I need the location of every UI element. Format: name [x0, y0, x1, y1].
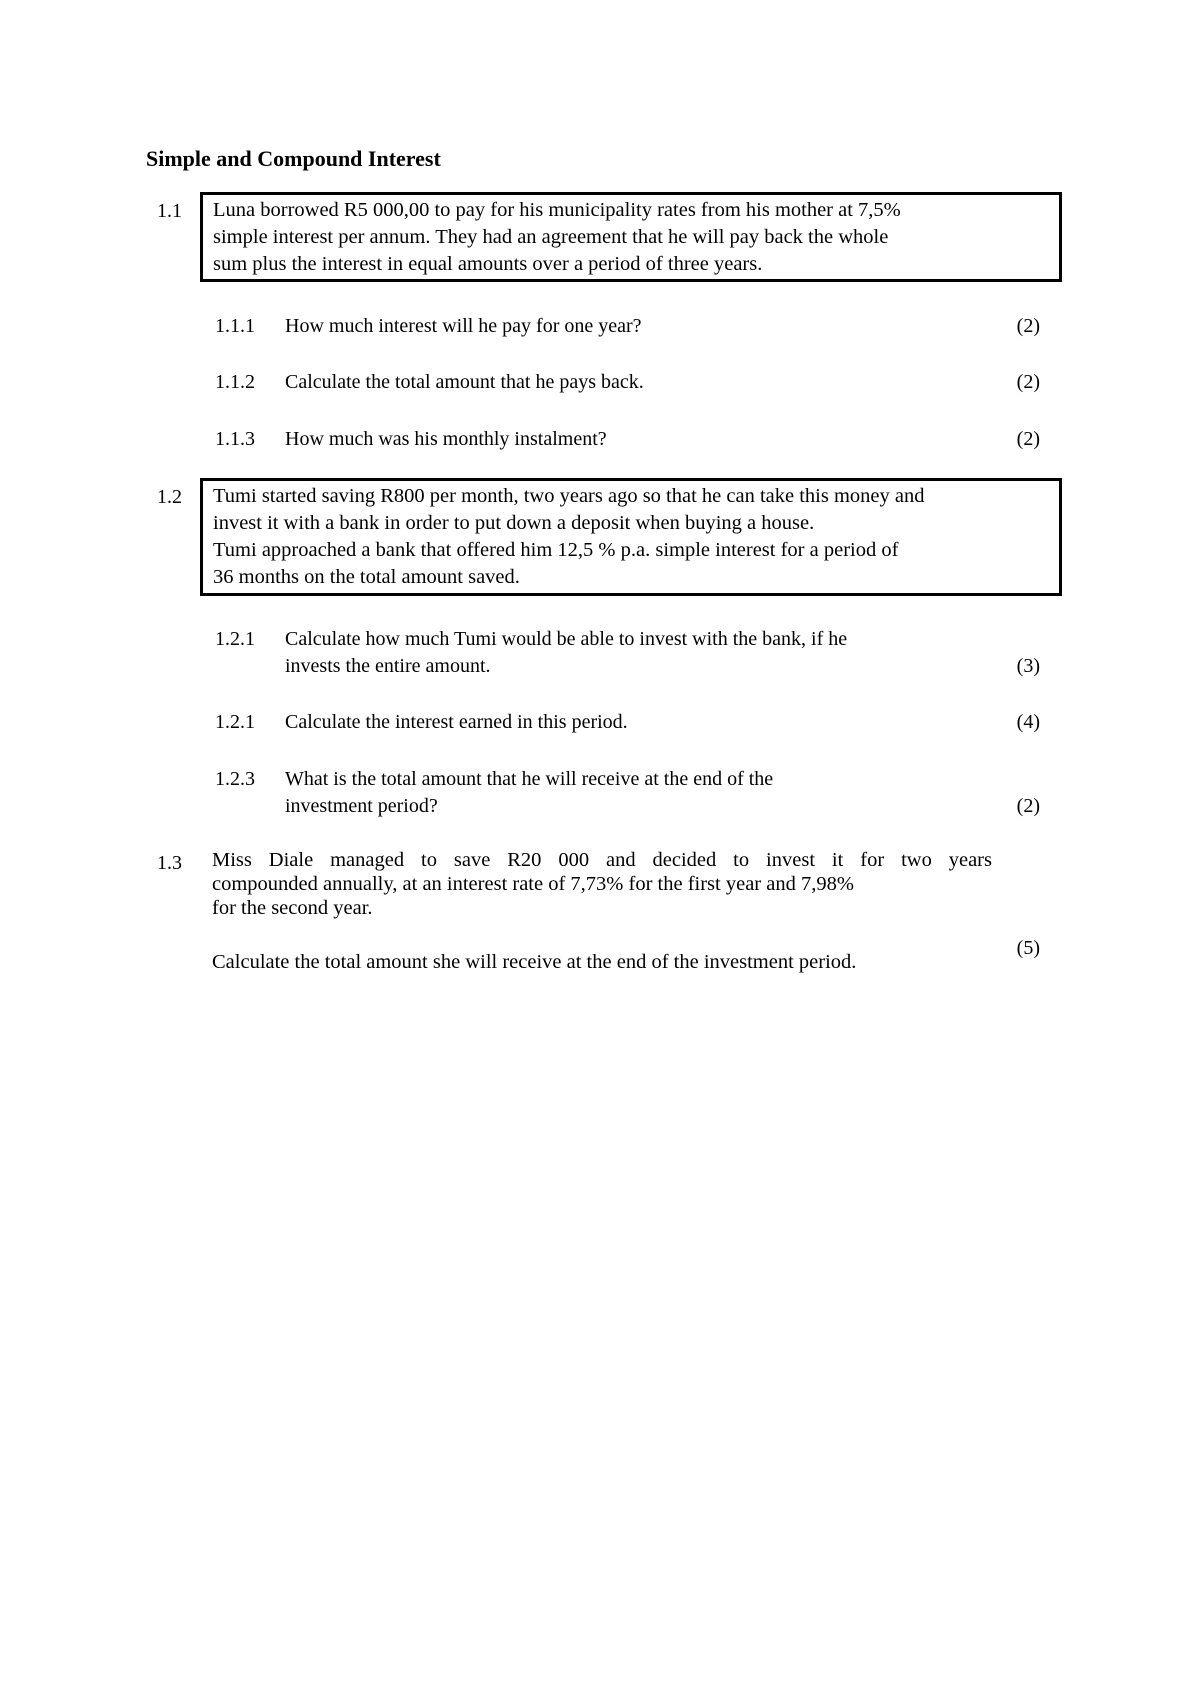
subquestion-1-2-3	[215, 766, 955, 820]
context-line: Miss Diale managed to save R20 000 and decided to invest it for two years	[212, 849, 992, 871]
question-number-1-3: 1.3	[157, 852, 182, 874]
context-line: Luna borrowed R5 000,00 to pay for his municipality rates from his mother at 7,5%	[213, 199, 901, 221]
subquestion-text: Calculate the interest earned in this period.	[285, 711, 628, 733]
context-line: compounded annually, at an interest rate of 7,73% for the first year and 7,98%	[212, 873, 854, 895]
subquestion-number: 1.2.1	[215, 628, 255, 650]
context-line: invest it with a bank in order to put down a deposit when buying a house.	[213, 512, 815, 534]
subquestion-1-2-1	[215, 626, 955, 680]
mark-allocation: (5)	[1016, 937, 1040, 959]
question-number-1-1: 1.1	[157, 200, 182, 222]
mark-allocation: (2)	[1016, 795, 1040, 817]
question-1-3-context	[212, 848, 1002, 920]
subquestion-1-1-2	[215, 369, 955, 396]
context-line: for the second year.	[212, 897, 373, 919]
subquestion-text: Calculate the total amount that he pays back.	[285, 371, 644, 393]
context-line: sum plus the interest in equal amounts over a period of three years.	[213, 253, 763, 275]
subquestion-number: 1.2.1	[215, 711, 255, 733]
page-title: Simple and Compound Interest	[146, 146, 441, 171]
question-number-1-2: 1.2	[157, 486, 182, 508]
mark-allocation: (2)	[1016, 428, 1040, 450]
subquestion-text: What is the total amount that he will receive at the end of the	[285, 768, 774, 790]
context-line: Tumi approached a bank that offered him 12,5 % p.a. simple interest for a period of	[213, 539, 899, 561]
mark-allocation: (4)	[1016, 711, 1040, 733]
mark-allocation: (2)	[1016, 371, 1040, 393]
subquestion-text: invests the entire amount.	[285, 655, 491, 677]
subquestion-1-1-3	[215, 426, 955, 453]
subquestion-number: 1.1.1	[215, 315, 255, 337]
subquestion-number: 1.1.2	[215, 371, 255, 393]
subquestion-text: Calculate how much Tumi would be able to invest with the bank, if he	[285, 628, 848, 650]
subquestion-text: How much was his monthly instalment?	[285, 428, 607, 450]
context-line: simple interest per annum. They had an agreement that he will pay back the whole	[213, 226, 889, 248]
subquestion-1-1-1	[215, 313, 955, 340]
question-1-3-instruction	[212, 950, 856, 974]
question-1-1-context-box	[200, 192, 1062, 282]
question-1-2-context-box	[200, 478, 1062, 596]
mark-allocation: (2)	[1016, 315, 1040, 337]
context-line: Tumi started saving R800 per month, two years ago so that he can take this money and	[213, 485, 925, 507]
subquestion-text: How much interest will he pay for one year?	[285, 315, 642, 337]
instruction-text: Calculate the total amount she will receive at the end of the investment period.	[212, 951, 857, 973]
subquestion-number: 1.1.3	[215, 428, 255, 450]
subquestion-text: investment period?	[285, 795, 438, 817]
subquestion-1-2-1b	[215, 709, 955, 736]
mark-allocation: (3)	[1016, 655, 1040, 677]
context-line: 36 months on the total amount saved.	[213, 566, 520, 588]
subquestion-number: 1.2.3	[215, 768, 255, 790]
